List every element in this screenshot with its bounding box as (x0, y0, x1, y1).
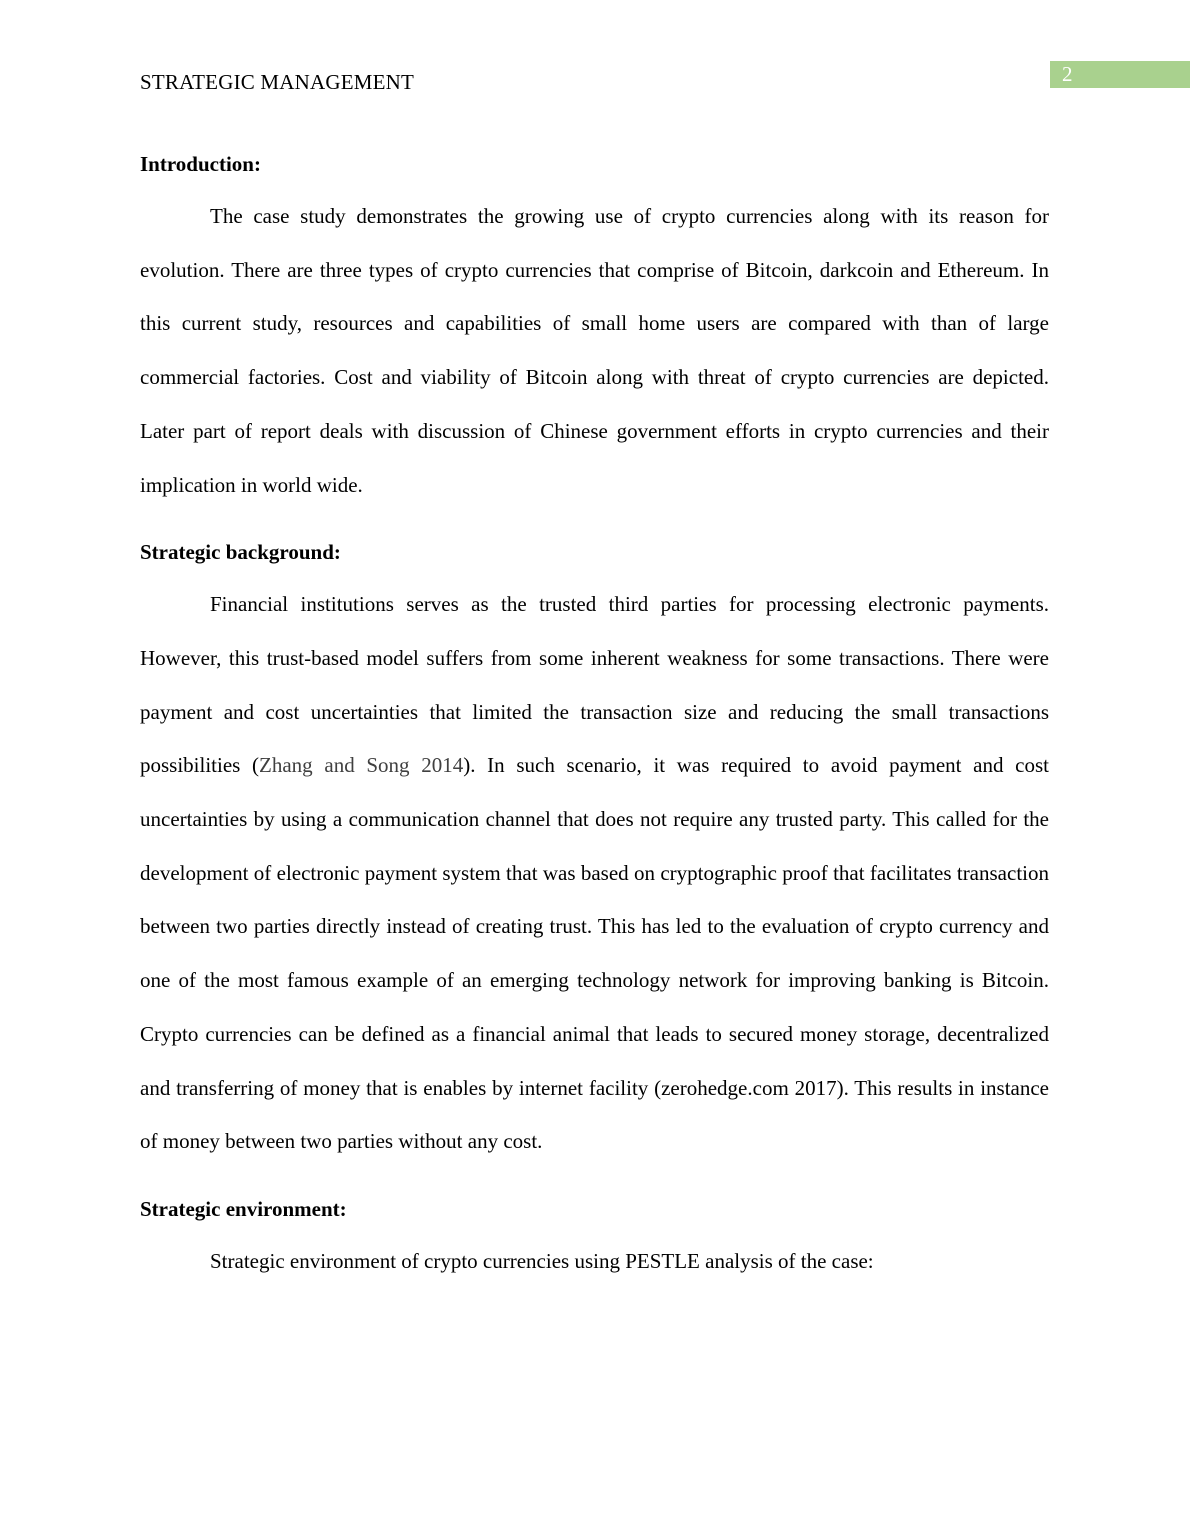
document-body (140, 146, 1049, 1289)
introduction-heading: Introduction: (140, 152, 261, 176)
strategic-background-heading: Strategic background: (140, 540, 341, 565)
strategic-background-paragraph (140, 578, 1049, 1169)
introduction-paragraph: The case study demonstrates the growing use of crypto currencies along with its reason for evolution. There are three types of crypto currencies that comprise of Bitcoin, darkcoin and Ethereum. In this current study, resources and capabilities of small home users are compared with than of large commercial factories. Cost and viability of Bitcoin along with threat of crypto currencies are depicted. Later part of report deals with discussion of Chinese government efforts in crypto currencies and their implication in world wide. (140, 204, 1049, 497)
background-text-part2: ). In such scenario, it was required to avoid payment and cost uncertainties by using a communication channel that does not require any trusted party. This called for the development of electronic payment system that was based on cryptographic proof that facilitates transaction between two parties directly instead of creating trust. This has led to the evaluation of crypto currency and one of the most famous example of an emerging technology network for improving banking is Bitcoin. Crypto currencies can be defined as a financial animal that leads to secured money storage, decentralized and transferring of money that is enables by internet facility (zerohedge.com 2017). This results in instance of money between two parties without any cost. (140, 753, 1049, 1154)
citation-zhang-song: Zhang and Song 2014 (259, 753, 464, 778)
strategic-environment-heading: Strategic environment: (140, 1196, 347, 1221)
background-text-part1: Financial institutions serves as the trusted third parties for processing electronic payments. However, this trust-based model suffers from some inherent weakness for some transactions. There were payment and cost uncertainties that limited the transaction size and reducing the small transactions possibilities ( (140, 592, 1049, 778)
page-number: 2 (1050, 61, 1190, 88)
strategic-environment-paragraph: Strategic environment of crypto currencies using PESTLE analysis of the case: (210, 1248, 874, 1273)
running-head: STRATEGIC MANAGEMENT (140, 70, 415, 94)
